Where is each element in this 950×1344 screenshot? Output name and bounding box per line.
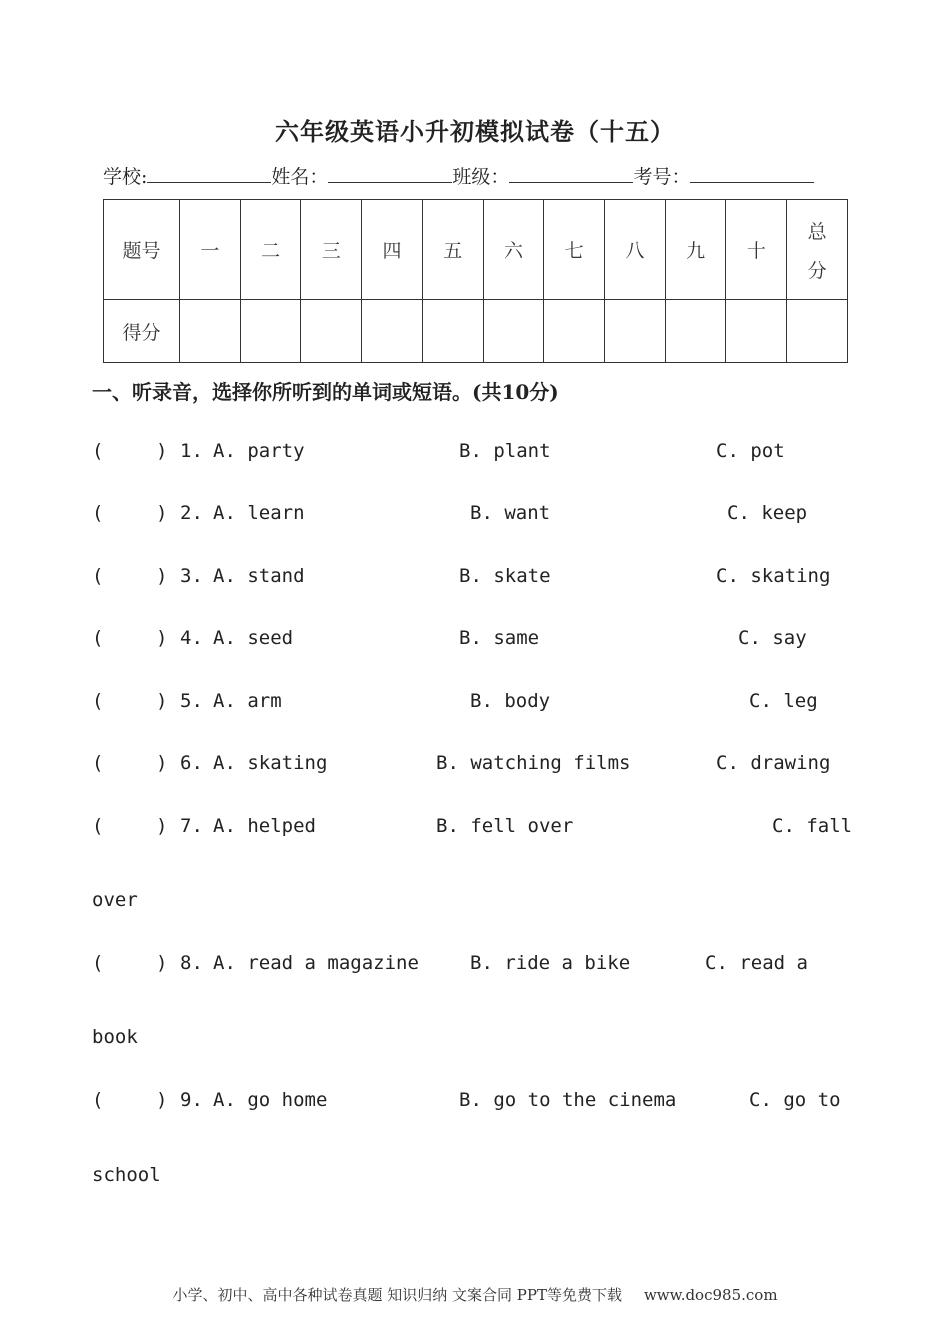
option-c-continuation: over — [92, 889, 138, 911]
answer-paren-open[interactable]: ( — [92, 1089, 104, 1111]
option-b: B. fell over — [436, 815, 574, 837]
question-9 — [92, 1089, 872, 1115]
score-cell[interactable] — [665, 300, 726, 363]
page-title: 六年级英语小升初模拟试卷（十五） — [275, 117, 675, 146]
score-label: 得分 — [104, 300, 180, 363]
score-cell[interactable] — [726, 300, 787, 363]
option-c: C. fall — [772, 815, 853, 837]
option-a: A. arm — [213, 690, 282, 712]
footer-url-link[interactable]: www.doc985.com — [643, 1286, 778, 1304]
question-number: 8. — [180, 952, 203, 974]
option-c: C. go to — [749, 1089, 841, 1111]
question-5 — [92, 690, 872, 716]
footer-text: 小学、初中、高中各种试卷真题 知识归纳 文案合同 PPT等免费下载 — [172, 1286, 622, 1304]
question-number: 3. — [180, 565, 203, 587]
total-line-2: 分 — [807, 259, 827, 282]
column-6: 六 — [483, 200, 544, 300]
option-c: C. drawing — [716, 752, 831, 774]
question-6 — [92, 752, 872, 778]
option-c: C. keep — [727, 502, 808, 524]
answer-paren-close: ) — [156, 565, 168, 587]
column-9: 九 — [665, 200, 726, 300]
option-b: B. body — [470, 690, 551, 712]
answer-paren-open[interactable]: ( — [92, 952, 104, 974]
column-1: 一 — [180, 200, 241, 300]
answer-paren-close: ) — [156, 952, 168, 974]
option-b: B. go to the cinema — [459, 1089, 677, 1111]
class-label: 班级： — [452, 166, 510, 188]
option-b: B. plant — [459, 440, 551, 462]
answer-paren-open[interactable]: ( — [92, 752, 104, 774]
score-cell[interactable] — [483, 300, 544, 363]
name-label: 姓名： — [271, 166, 329, 188]
question-3 — [92, 565, 872, 591]
answer-paren-close: ) — [156, 440, 168, 462]
option-a: A. stand — [213, 565, 305, 587]
score-cell[interactable] — [605, 300, 666, 363]
score-cell[interactable] — [422, 300, 483, 363]
question-number: 9. — [180, 1089, 203, 1111]
question-number: 1. — [180, 440, 203, 462]
score-table — [103, 199, 848, 363]
option-a: A. skating — [213, 752, 328, 774]
column-8: 八 — [605, 200, 666, 300]
score-cell[interactable] — [240, 300, 301, 363]
question-number: 4. — [180, 627, 203, 649]
question-7 — [92, 815, 872, 841]
question-number: 6. — [180, 752, 203, 774]
score-cell[interactable] — [544, 300, 605, 363]
option-a: A. seed — [213, 627, 294, 649]
name-blank[interactable] — [328, 164, 452, 183]
answer-paren-open[interactable]: ( — [92, 502, 104, 524]
column-4: 四 — [362, 200, 423, 300]
student-info-line — [103, 162, 853, 189]
score-table-header-row — [104, 200, 848, 300]
answer-paren-close: ) — [156, 1089, 168, 1111]
school-blank[interactable] — [147, 164, 271, 183]
option-b: B. skate — [459, 565, 551, 587]
score-cell[interactable] — [787, 300, 848, 363]
answer-paren-close: ) — [156, 502, 168, 524]
answer-paren-open[interactable]: ( — [92, 815, 104, 837]
class-blank[interactable] — [509, 164, 633, 183]
answer-paren-close: ) — [156, 690, 168, 712]
section-1-heading: 一、听录音，选择你所听到的单词或短语。(共10分) — [92, 380, 559, 404]
option-a: A. read a magazine — [213, 952, 419, 974]
answer-paren-close: ) — [156, 627, 168, 649]
header-label: 题号 — [104, 200, 180, 300]
question-2 — [92, 502, 872, 528]
option-c: C. pot — [716, 440, 785, 462]
option-b: B. want — [470, 502, 551, 524]
option-c: C. read a — [705, 952, 808, 974]
score-cell[interactable] — [180, 300, 241, 363]
answer-paren-open[interactable]: ( — [92, 440, 104, 462]
total-column — [787, 200, 848, 300]
option-a: A. helped — [213, 815, 316, 837]
answer-paren-close: ) — [156, 752, 168, 774]
option-a: A. go home — [213, 1089, 328, 1111]
answer-paren-open[interactable]: ( — [92, 627, 104, 649]
column-5: 五 — [422, 200, 483, 300]
answer-paren-open[interactable]: ( — [92, 565, 104, 587]
option-c: C. say — [738, 627, 807, 649]
option-c-continuation: book — [92, 1026, 138, 1048]
question-8 — [92, 952, 872, 978]
option-c: C. leg — [749, 690, 818, 712]
column-7: 七 — [544, 200, 605, 300]
page-footer — [0, 1284, 950, 1305]
option-a: A. party — [213, 440, 305, 462]
option-c-continuation: school — [92, 1164, 161, 1186]
number-label: 考号： — [633, 166, 691, 188]
number-blank[interactable] — [690, 164, 814, 183]
option-a: A. learn — [213, 502, 305, 524]
total-line-1: 总 — [807, 220, 827, 243]
answer-paren-close: ) — [156, 815, 168, 837]
option-c: C. skating — [716, 565, 831, 587]
option-b: B. watching films — [436, 752, 631, 774]
score-table-score-row — [104, 300, 848, 363]
question-1 — [92, 440, 872, 466]
column-3: 三 — [301, 200, 362, 300]
question-number: 7. — [180, 815, 203, 837]
question-4 — [92, 627, 872, 653]
score-cell[interactable] — [301, 300, 362, 363]
option-b: B. same — [459, 627, 540, 649]
answer-paren-open[interactable]: ( — [92, 690, 104, 712]
column-10: 十 — [726, 200, 787, 300]
question-number: 2. — [180, 502, 203, 524]
option-b: B. ride a bike — [470, 952, 631, 974]
question-number: 5. — [180, 690, 203, 712]
column-2: 二 — [240, 200, 301, 300]
score-cell[interactable] — [362, 300, 423, 363]
school-label: 学校: — [103, 166, 148, 188]
